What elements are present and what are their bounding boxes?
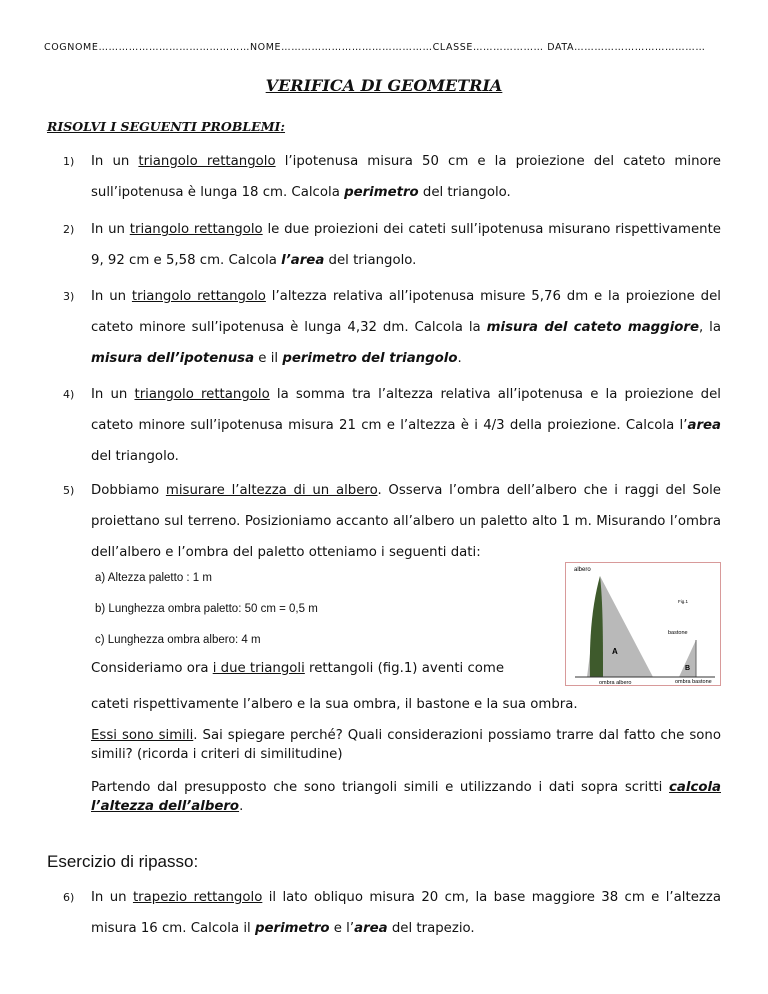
label-b: B [685,665,691,672]
label-albero: albero [574,567,591,573]
problem-number: 5) [63,484,75,497]
data-item: a) Altezza paletto : 1 m [95,572,212,584]
problem-1 [63,146,721,208]
emphasis: misura del cateto maggiore [486,320,699,335]
problem-number: 4) [63,388,75,401]
text: Dobbiamo [91,483,166,498]
text: In un [91,890,133,905]
final-paragraph [91,778,721,816]
problem-4 [63,379,721,472]
student-info-header: COGNOME………………………………………NOME………………………………………CLASSE………………… DATA………………………………… [44,42,706,53]
key-term: Essi sono simili [91,728,194,743]
key-term: triangolo rettangolo [138,154,276,169]
key-term: triangolo rettangolo [129,222,263,237]
key-term: triangolo rettangolo [131,289,266,304]
text: In un [91,222,130,237]
problem-5 [63,475,721,568]
emphasis: l’area [281,253,325,268]
section-heading-colon: : [280,119,286,134]
text: del triangolo. [324,253,417,268]
emphasis: perimetro [344,185,419,200]
section-heading [47,119,285,134]
text: del trapezio. [387,921,475,936]
emphasis: perimetro [254,921,330,936]
label-a: A [612,647,618,656]
text: del triangolo. [91,449,179,464]
emphasis: misura dell’ipotenusa [91,351,255,366]
problem-2 [63,214,721,276]
text: il lato obliquo misura 20 cm, la base maggiore 38 cm e l’altezza misura 16 cm. Calcola il [91,890,721,936]
data-item: b) Lunghezza ombra paletto: 50 cm = 0,5 m [95,603,318,615]
text: le due proiezioni dei cateti sull’ipotenusa misurano rispettivamente 9, 92 cm e 5,58 cm. Calcola [91,222,721,268]
key-term: triangolo rettangolo [134,387,270,402]
text: . Osserva l’ombra dell’albero che i raggi del Sole proiettano sul terreno. Posizioniamo accanto all’albero un paletto alto 1 m. Misurando l’ombra dell’albero e l’ombra del paletto otteniamo i seguenti dati: [91,483,721,560]
consider-line [91,659,561,678]
text: Partendo dal presupposto che sono triangoli simili e utilizzando i dati sopra scritti [91,780,670,795]
problem-3 [63,281,721,374]
label-ombra-albero: ombra albero [599,680,632,686]
text: del triangolo. [418,185,511,200]
text: . [457,351,462,366]
problem-number: 1) [63,155,75,168]
page-title: VERIFICA DI GEOMETRIA [265,76,503,95]
label-bastone: bastone [668,630,688,636]
consider-line-2: cateti rispettivamente l’albero e la sua ombra, il bastone e la sua ombra. [91,697,578,712]
text: . [239,799,244,814]
emphasis: area [354,921,388,936]
similar-paragraph [91,726,721,764]
text: l’ipotenusa misura 50 cm e la proiezione del cateto minore sull’ipotenusa è lunga 18 cm. Calcola [91,154,721,200]
similar-triangles-figure [565,562,721,686]
text: , la [698,320,721,335]
emphasis: calcola l’altezza dell’albero [91,780,721,814]
section-heading-text: RISOLVI I SEGUENTI PROBLEMI [47,119,281,134]
text: Consideriamo ora [91,661,213,676]
text: e l’ [329,921,355,936]
text: rettangoli (fig.1) aventi come [304,661,505,676]
key-term: misurare l’altezza di un albero [165,483,378,498]
emphasis: perimetro del triangolo [282,351,458,366]
label-ombra-bastone: ombra bastone [675,679,712,685]
text: In un [91,154,139,169]
text: e il [254,351,283,366]
review-heading: Esercizio di ripasso: [47,852,199,871]
key-term: i due triangoli [212,661,305,676]
emphasis: area [687,418,721,433]
problem-6 [63,882,721,944]
text: . Sai spiegare perché? Quali considerazioni possiamo trarre dal fatto che sono simili? (ricorda i criteri di similitudine) [91,728,721,762]
text: In un [91,387,135,402]
label-fig: Fig.1 [678,599,689,604]
problem-number: 6) [63,891,75,904]
problem-number: 3) [63,290,75,303]
problem-number: 2) [63,223,75,236]
text: la somma tra l’altezza relativa all’ipotenusa e la proiezione del cateto minore sull’ipotenusa misura 21 cm e l’altezza è i 4/3 della proiezione. Calcola l’ [91,387,721,433]
text: l’altezza relativa all’ipotenusa misure 5,76 dm e la proiezione del cateto minore sull’ipotenusa è lunga 4,32 dm. Calcola la [91,289,721,335]
key-term: trapezio rettangolo [132,890,263,905]
data-item: c) Lunghezza ombra albero: 4 m [95,634,261,646]
text: In un [91,289,132,304]
